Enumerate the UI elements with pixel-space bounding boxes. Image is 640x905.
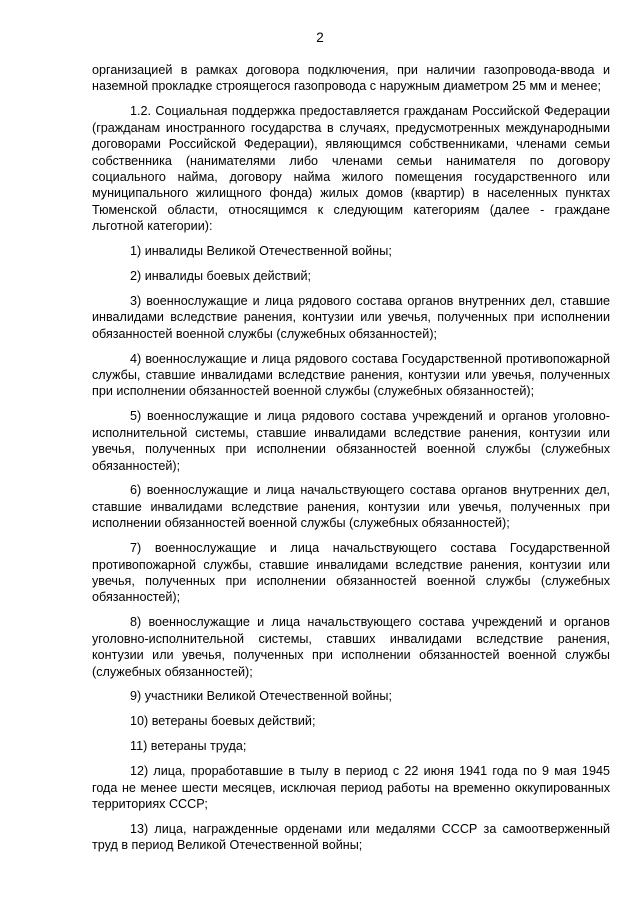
list-item-12: 12) лица, проработавшие в тылу в период с 22 июня 1941 года по 9 мая 1945 года не менее шести месяцев, исключая период работы на временно оккупированных территориях СССР; — [92, 764, 610, 811]
list-item-7: 7) военнослужащие и лица начальствующего состава Государственной противопожарной службы, ставшие инвалидами вследствие ранения, контузии или увечья, полученных при исполнении обязанностей военной службы (служебных обязанностей); — [92, 541, 610, 605]
list-item-4: 4) военнослужащие и лица рядового состава Государственной противопожарной службы, ставшие инвалидами вследствие ранения, контузии или увечья, полученных при исполнении обязанностей военной службы (служебных обязанностей); — [92, 351, 610, 399]
list-item-5: 5) военнослужащие и лица рядового состава учреждений и органов уголовно-исполнительной системы, ставшие инвалидами вследствие ранения, контузии или увечья, полученных при исполнении обязанностей военной службы (служебных обязанностей); — [92, 409, 610, 473]
list-item-10: 10) ветераны боевых действий; — [130, 714, 316, 729]
page-number: 2 — [316, 30, 324, 45]
list-item-6: 6) военнослужащие и лица начальствующего состава органов внутренних дел, ставшие инвалидами вследствие ранения, контузии или увечья, полученных при исполнении обязанностей военной службы (служебных обязанностей); — [92, 483, 610, 531]
document-body — [92, 62, 610, 862]
paragraph-continuation: организацией в рамках договора подключения, при наличии газопровода-ввода и наземной прокладке строящегося газопровода с наружным диаметром 25 мм и менее; — [92, 63, 610, 94]
list-item-2: 2) инвалиды боевых действий; — [130, 268, 311, 283]
list-item-1: 1) инвалиды Великой Отечественной войны; — [130, 244, 392, 259]
paragraph-section-1-2: 1.2. Социальная поддержка предоставляется гражданам Российской Федерации (гражданам иностранного государства в случаях, предусмотренных международными договорами Российской Федерации), являющимся собственниками, членами семьи собственника (нанимателями либо членами семьи нанимателя по договору социального найма, договору найма жилого помещения государственного или муниципального жилищного фонда) жилых домов (квартир) в населенных пунктах Тюменской области, относящимся к следующим категориям (далее - граждане льготной категории): — [92, 104, 610, 234]
list-item-11: 11) ветераны труда; — [130, 739, 247, 754]
list-item-13: 13) лица, награжденные орденами или медалями СССР за самоотверженный труд в период Великой Отечественной войны; — [92, 821, 610, 853]
list-item-9: 9) участники Великой Отечественной войны; — [130, 689, 392, 704]
list-item-3: 3) военнослужащие и лица рядового состава органов внутренних дел, ставшие инвалидами вследствие ранения, контузии или увечья, полученных при исполнении обязанностей военной службы (служебных обязанностей); — [92, 293, 610, 341]
list-item-8: 8) военнослужащие и лица начальствующего состава учреждений и органов уголовно-исполнительной системы, ставших инвалидами вследствие ранения, контузии или увечья, полученных при исполнении обязанностей военной службы (служебных обязанностей); — [92, 615, 610, 679]
